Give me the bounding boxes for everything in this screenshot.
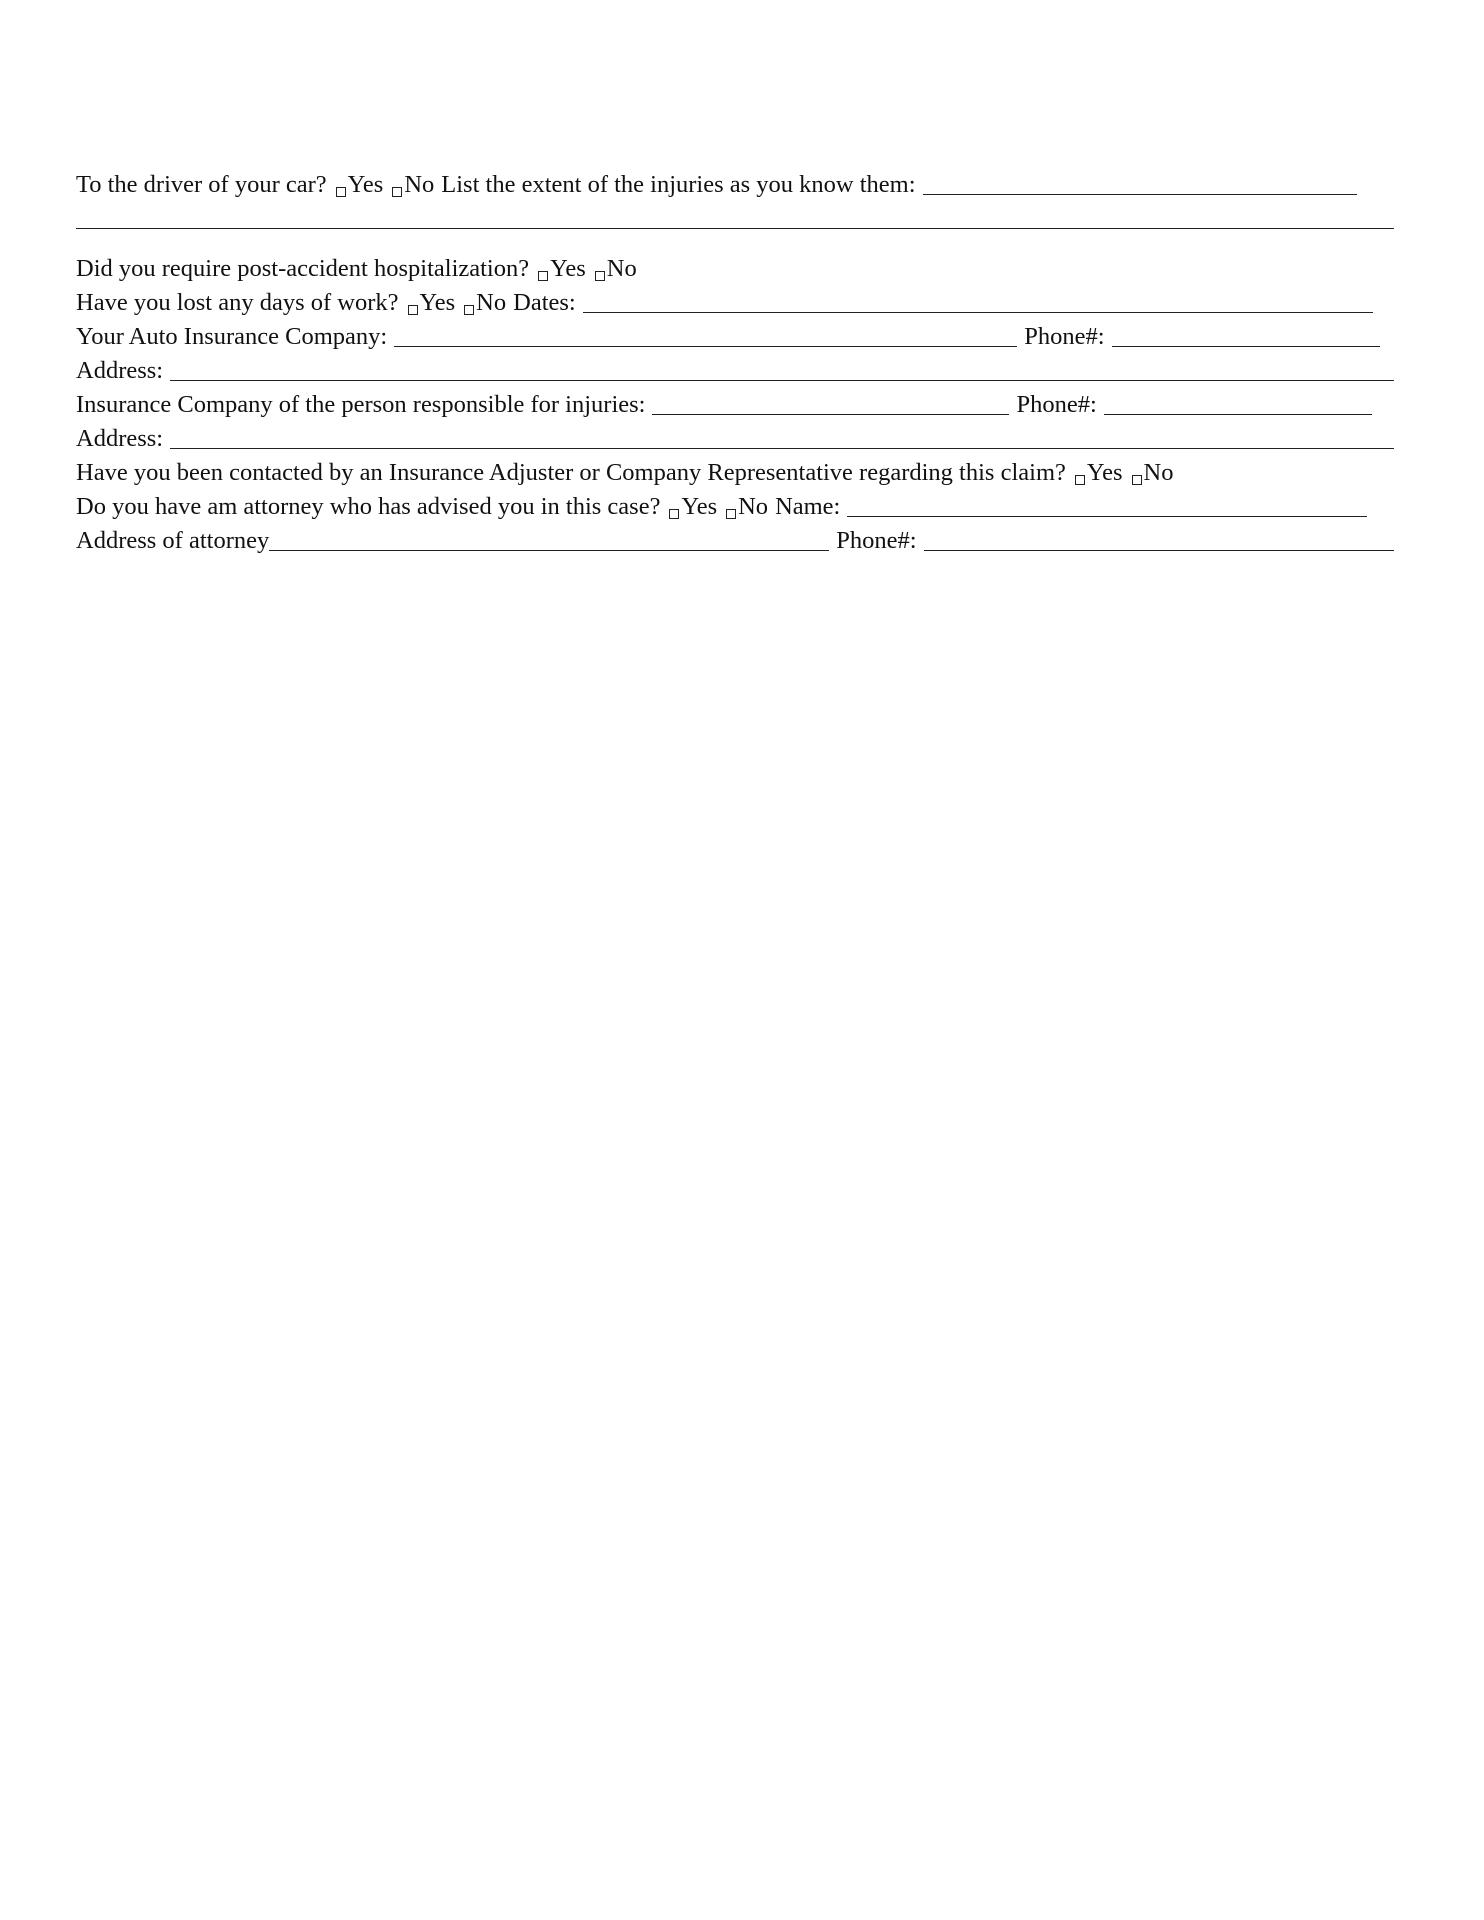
lost-work-no-label: No	[476, 289, 507, 316]
adjuster-no-checkbox[interactable]	[1132, 475, 1142, 485]
other-insurance-row	[76, 388, 1416, 422]
hospitalization-yes-checkbox[interactable]	[538, 271, 548, 281]
adjuster-row	[76, 456, 1416, 490]
driver-injury-row	[76, 168, 1416, 202]
injuries-prompt: List the extent of the injuries as you know them:	[441, 171, 916, 198]
dates-field[interactable]	[583, 312, 1373, 313]
hospitalization-no-label: No	[606, 255, 637, 282]
attorney-address-label: Address of attorney	[76, 527, 270, 554]
auto-insurance-row	[76, 320, 1416, 354]
auto-insurance-address-row	[76, 354, 1416, 388]
auto-insurance-field[interactable]	[394, 346, 1017, 347]
lost-work-no-checkbox[interactable]	[464, 305, 474, 315]
injuries-continuation-row	[76, 202, 1416, 236]
attorney-no-checkbox[interactable]	[726, 509, 736, 519]
hospitalization-row	[76, 252, 1416, 286]
auto-insurance-phone-label: Phone#:	[1024, 323, 1105, 350]
adjuster-yes-label: Yes	[1086, 459, 1123, 486]
attorney-row	[76, 490, 1416, 524]
attorney-question: Do you have am attorney who has advised you in this case?	[76, 493, 661, 520]
adjuster-yes-checkbox[interactable]	[1075, 475, 1085, 485]
driver-yes-checkbox[interactable]	[336, 187, 346, 197]
other-insurance-address-field[interactable]	[170, 448, 1394, 449]
attorney-phone-label: Phone#:	[836, 527, 917, 554]
dates-label: Dates:	[513, 289, 576, 316]
driver-yes-option[interactable]	[334, 168, 384, 202]
hospitalization-no-checkbox[interactable]	[595, 271, 605, 281]
lost-work-yes-option[interactable]	[406, 286, 456, 320]
driver-no-checkbox[interactable]	[392, 187, 402, 197]
driver-no-option[interactable]	[390, 168, 434, 202]
other-insurance-field[interactable]	[652, 414, 1009, 415]
attorney-yes-label: Yes	[681, 493, 718, 520]
attorney-yes-checkbox[interactable]	[669, 509, 679, 519]
hospitalization-question: Did you require post-accident hospitalization?	[76, 255, 530, 282]
hospitalization-yes-option[interactable]	[536, 252, 586, 286]
lost-work-no-option[interactable]	[462, 286, 506, 320]
auto-insurance-label: Your Auto Insurance Company:	[76, 323, 388, 350]
lost-work-yes-checkbox[interactable]	[408, 305, 418, 315]
attorney-address-row	[76, 524, 1416, 558]
adjuster-no-label: No	[1143, 459, 1174, 486]
driver-no-label: No	[404, 171, 435, 198]
lost-work-row	[76, 286, 1416, 320]
injuries-field[interactable]	[923, 194, 1357, 195]
injuries-field-continued[interactable]	[76, 228, 1394, 229]
attorney-yes-option[interactable]	[667, 490, 717, 524]
injury-form	[76, 168, 1416, 558]
adjuster-question: Have you been contacted by an Insurance Adjuster or Company Representative regarding this claim?	[76, 459, 1066, 486]
other-insurance-phone-label: Phone#:	[1016, 391, 1097, 418]
attorney-no-label: No	[738, 493, 769, 520]
auto-insurance-address-field[interactable]	[170, 380, 1394, 381]
driver-yes-label: Yes	[347, 171, 384, 198]
hospitalization-yes-label: Yes	[550, 255, 586, 282]
hospitalization-no-option[interactable]	[593, 252, 637, 286]
other-insurance-address-label: Address:	[76, 425, 164, 452]
auto-insurance-address-label: Address:	[76, 357, 164, 384]
driver-question: To the driver of your car?	[76, 171, 327, 198]
other-insurance-phone-field[interactable]	[1104, 414, 1372, 415]
other-insurance-address-row	[76, 422, 1416, 456]
lost-work-yes-label: Yes	[419, 289, 456, 316]
adjuster-no-option[interactable]	[1130, 456, 1174, 490]
attorney-no-option[interactable]	[724, 490, 768, 524]
attorney-name-field[interactable]	[847, 516, 1367, 517]
lost-work-question: Have you lost any days of work?	[76, 289, 399, 316]
attorney-name-label: Name:	[775, 493, 841, 520]
attorney-phone-field[interactable]	[924, 550, 1394, 551]
auto-insurance-phone-field[interactable]	[1112, 346, 1380, 347]
adjuster-yes-option[interactable]	[1073, 456, 1123, 490]
attorney-address-field[interactable]	[269, 550, 829, 551]
other-insurance-label: Insurance Company of the person responsible for injuries:	[76, 391, 646, 418]
